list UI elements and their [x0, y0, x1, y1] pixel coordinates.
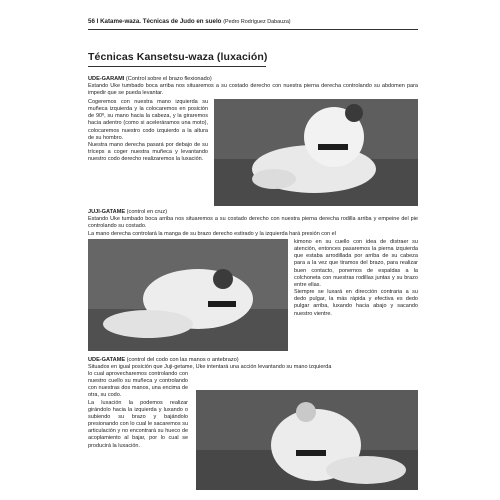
author-name: (Pedro Rodríguez Dabauza): [223, 19, 291, 25]
photo-ude-garami: [214, 99, 418, 206]
section-subtitle: (control del codo con las manos o antebrazo): [126, 357, 239, 363]
section-subtitle: (Control sobre el brazo flexionado): [125, 76, 212, 82]
section-body-text: [294, 239, 418, 318]
section-name: JUJI-GATAME: [88, 209, 126, 215]
section-name: UDE-GATAME: [88, 357, 126, 363]
book-title: Katame-waza. Técnicas de Judo en suelo: [100, 18, 222, 25]
paragraph: Cogeremos con nuestra mano izquierda su muñeca izquierda y la colocaremos en posición de 90º, su mano hacia la cabeza, y la giraremos hacia adentro (como si aceleráramos una moto), colocaremos nuestro codo izquierdo a la altura de su hombro.: [88, 99, 208, 141]
paragraph: Siempre se luxará en dirección contraria a su dedo pulgar, la más rápida y efectiva es dedo pulgar arriba, luxando hacia abajo y sacando nuestro vientre.: [294, 289, 418, 317]
section-heading-ude-garami: [88, 76, 212, 83]
paragraph: Nuestra mano derecha pasará por debajo de su tríceps a coger nuestra muñeca y levantando nuestro codo derecho realizaremos la luxación.: [88, 141, 208, 163]
section-subtitle: (control en cruz): [126, 209, 168, 215]
section-lead-text: Estando Uke tumbado boca arriba nos situaremos a su costado derecho con nuestra pierna derecha controlando su abdomen para impedir que se pueda levantar.: [88, 83, 418, 97]
section-lead-text: Estando Uke tumbado boca arriba nos situaremos a su costado derecho con nuestra pierna derecha rodilla arriba y empeine del pie controlando su costado.: [88, 216, 418, 230]
section-lead-text-continued: La mano derecha controlará la manga de su brazo derecho estirado y la izquierda hará presión con el: [88, 231, 336, 237]
page-title: Técnicas Kansetsu-waza (luxación): [88, 51, 268, 63]
section-body-text: [88, 99, 208, 163]
section-body-text: [88, 371, 188, 450]
section-name: UDE-GARAMI: [88, 76, 125, 82]
paragraph: kimono en su cuello con idea de distraer su atención, entonces pasaremos la pierna izquierda que estaba arrodillada por arriba de su cabeza para a la vez que tiramos del brazo, para realizar buen contacto, ponernos de espaldas a la colchoneta con nuestras rodillas juntas y su brazo entre ellas.: [294, 239, 418, 288]
title-underline: [88, 66, 266, 67]
page-header: [88, 18, 418, 26]
page-number: 56 I: [88, 18, 99, 25]
section-heading-juji-gatame: [88, 209, 167, 216]
section-heading-ude-gatame: [88, 357, 239, 364]
photo-ude-gatame: [196, 390, 418, 490]
book-page: [88, 10, 418, 496]
photo-juji-gatame: [88, 239, 288, 351]
header-rule: [88, 29, 418, 30]
paragraph: La luxación la podemos realizar girándolo hacia la izquierda y luxando o subiendo su brazo y bajándolo presionando con lo cual le sacaremos su articulación y no encontrará su hueco de acoplamiento al bajar, por lo cual se producirá la luxación.: [88, 399, 188, 449]
section-lead-text: Situados en igual posición que Juji-getame, Uke intentará una acción levantando su mano izquierda: [88, 364, 332, 370]
paragraph: lo cual aprovecharemos controlando con nuestro cuello su muñeca y controlando con nuestras dos manos, una encima de otra, su codo.: [88, 371, 188, 399]
